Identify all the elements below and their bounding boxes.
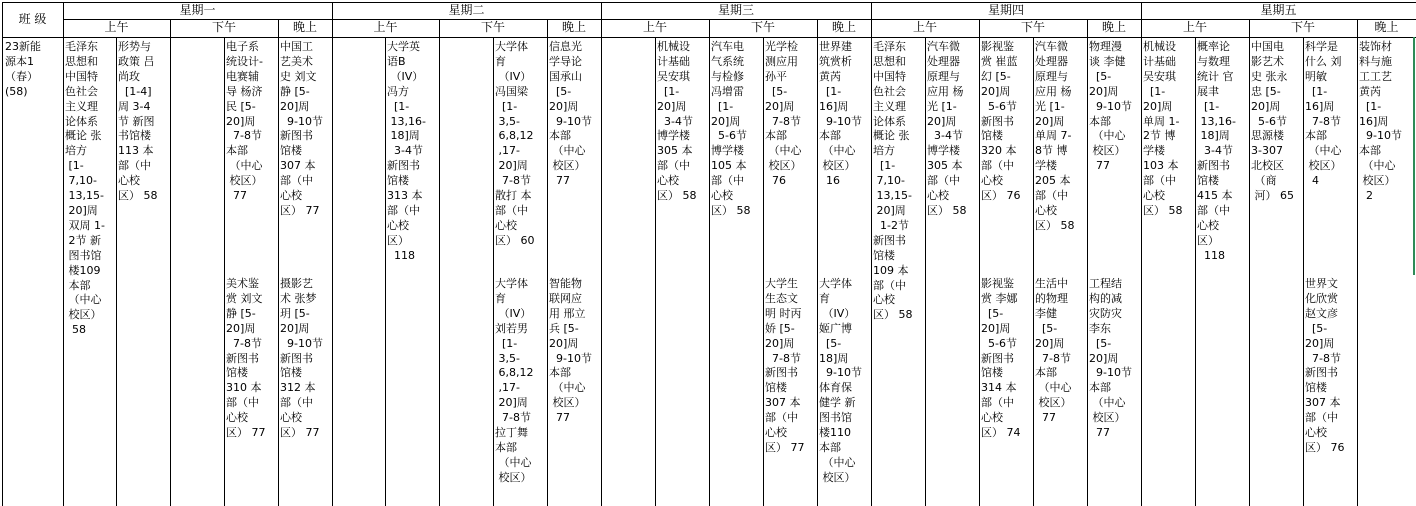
day-header-wed: 星期三 <box>717 3 754 17</box>
grid-line <box>763 37 764 506</box>
course-cell-mon-pm-1a[interactable]: 电子系 统设计- 电赛辅 导 杨济 民 [5- 20]周 7-8节 本部 （中心 校区） 77 <box>226 40 263 203</box>
period-header-fri-eve: 晚上 <box>1374 20 1399 34</box>
course-cell-wed-pm-1[interactable]: 汽车电 气系统 与检修 冯增雷 [1- 20]周 5-6节 博学楼 105 本 部（中 心校 区） 58 <box>711 40 751 217</box>
course-cell-fri-am-2[interactable]: 概率论 与数理 统计 官 展聿 [1- 13,16- 18]周 3-4节 新图书 馆楼 415 本 部（中 心校 区） 118 <box>1197 40 1236 262</box>
course-cell-thu-pm-2b[interactable]: 生活中 的物理 李健 [5- 20]周 7-8节 本部 （中心 校区） 77 <box>1035 277 1072 425</box>
grid-line <box>1087 19 1088 506</box>
period-header-fri-pm: 下午 <box>1290 20 1315 34</box>
course-cell-thu-pm-2a[interactable]: 汽车微 处理器 原理与 应用 杨 光 [1- 20]周 单周 7- 8节 博 学楼 205 本 部（中 心校 区） 58 <box>1035 40 1075 232</box>
period-header-mon-pm: 下午 <box>211 20 236 34</box>
day-header-tue: 星期二 <box>448 3 485 17</box>
course-cell-tue-pm-2a[interactable]: 大学体 育 （IV） 冯国梁 [1- 3,5- 6,8,12 ,17- 20]周 7-8节 散打 本 部（中 心校 区） 60 <box>495 40 535 247</box>
grid-line <box>2 2 3 506</box>
course-cell-fri-pm-2a[interactable]: 科学是 什么 刘 明敏 [1- 16]周 7-8节 本部 （中心 校区） 4 <box>1305 40 1342 188</box>
grid-line <box>709 19 710 506</box>
period-header-thu-eve: 晚上 <box>1101 20 1126 34</box>
course-cell-tue-eve-1b[interactable]: 智能物 联网应 用 邢立 兵 [5- 20]周 9-10节 本部 （中心 校区） 77 <box>549 277 592 425</box>
course-cell-thu-eve-1a[interactable]: 物理漫 谈 李健 [5- 20]周 9-10节 本部 （中心 校区） 77 <box>1089 40 1132 173</box>
period-header-fri-am: 上午 <box>1182 20 1207 34</box>
grid-line <box>224 37 225 506</box>
course-cell-tue-eve-1a[interactable]: 信息光 学导论 国承山 [5- 20]周 9-10节 本部 （中心 校区） 77 <box>549 40 592 188</box>
period-header-wed-pm: 下午 <box>750 20 775 34</box>
course-cell-tue-am-2[interactable]: 大学英 语B （IV） 冯方 [1- 13,16- 18]周 3-4节 新图书 馆楼 313 本 部（中 心校 区） 118 <box>387 40 426 262</box>
period-header-mon-eve: 晚上 <box>292 20 317 34</box>
course-cell-mon-eve-1a[interactable]: 中国工 艺美术 史 刘文 静 [5- 20]周 9-10节 新图书 馆楼 307 本 部（中 心校 区） 77 <box>280 40 323 217</box>
class-name-cell: 23新能 源本1 （春） (58) <box>5 40 41 98</box>
grid-line <box>817 19 818 506</box>
grid-line <box>547 19 548 506</box>
period-header-thu-pm: 下午 <box>1020 20 1045 34</box>
grid-line <box>979 19 980 506</box>
grid-line <box>278 19 279 506</box>
course-cell-wed-eve-1b[interactable]: 大学体 育 （IV） 姬广博 [5- 18]周 9-10节 体育保 健学 新 图书馆 楼110 本部 （中心 校区） <box>819 277 862 484</box>
grid-line <box>63 2 64 506</box>
course-cell-wed-am-2[interactable]: 机械设 计基础 吴安琪 [1- 20]周 3-4节 博学楼 305 本 部（中 心校 区） 58 <box>657 40 697 203</box>
period-header-wed-am: 上午 <box>642 20 667 34</box>
day-header-mon: 星期一 <box>179 3 216 17</box>
day-header-thu: 星期四 <box>987 3 1024 17</box>
grid-line <box>601 2 602 506</box>
selection-edge <box>1413 37 1415 275</box>
corner-label: 班 级 <box>18 12 47 26</box>
course-cell-mon-am-1[interactable]: 毛泽东 思想和 中国特 色社会 主义理 论体系 概论 张 培方 [1- 7,10- 13,15- 20]周 双周 1- 2节 新 图书馆 楼109 本部 （中心 校区） 58 <box>65 40 105 337</box>
course-cell-thu-pm-1a[interactable]: 影视鉴 赏 崔蓝 幻 [5- 20]周 5-6节 新图书 馆楼 320 本 部（中 心校 区） 76 <box>981 40 1021 203</box>
grid-line <box>1141 2 1142 506</box>
course-cell-thu-am-2[interactable]: 汽车微 处理器 原理与 应用 杨 光 [1- 20]周 3-4节 博学楼 305 本 部（中 心校 区） 58 <box>927 40 967 217</box>
course-cell-tue-pm-2b[interactable]: 大学体 育 （IV） 刘若男 [1- 3,5- 6,8,12 ,17- 20]周 7-8节 拉丁舞 本部 （中心 校区） <box>495 277 534 484</box>
course-cell-thu-am-1[interactable]: 毛泽东 思想和 中国特 色社会 主义理 论体系 概论 张 培方 [1- 7,10- 13,15- 20]周 1-2节 新图书 馆楼 109 本 部（中 心校 区） 58 <box>873 40 913 322</box>
grid-line <box>1303 37 1304 506</box>
period-header-mon-am: 上午 <box>104 20 129 34</box>
course-cell-mon-pm-1b[interactable]: 美术鉴 赏 刘文 静 [5- 20]周 7-8节 新图书 馆楼 310 本 部（中 心校 区） 77 <box>226 277 266 440</box>
course-cell-wed-pm-2a[interactable]: 光学检 测应用 孙平 [5- 20]周 7-8节 本部 （中心 校区） 76 <box>765 40 802 188</box>
course-cell-fri-am-1[interactable]: 机械设 计基础 吴安琪 [1- 20]周 单周 1- 2节 博 学楼 103 本 部（中 心校 区） 58 <box>1143 40 1183 217</box>
period-header-tue-eve: 晚上 <box>561 20 586 34</box>
grid-line <box>439 19 440 506</box>
grid-line <box>1195 37 1196 506</box>
course-cell-fri-eve-1a[interactable]: 装饰材 料与施 工工艺 黄芮 [1- 16]周 9-10节 本部 （中心 校区） 2 <box>1359 40 1402 203</box>
course-cell-thu-pm-1b[interactable]: 影视鉴 赏 李娜 [5- 20]周 5-6节 新图书 馆楼 314 本 部（中 心校 区） 74 <box>981 277 1021 440</box>
period-header-tue-am: 上午 <box>373 20 398 34</box>
period-header-thu-am: 上午 <box>912 20 937 34</box>
course-cell-fri-pm-2b[interactable]: 世界文 化欣赏 赵文彦 [5- 20]周 7-8节 新图书 馆楼 307 本 部（中 心校 区） 76 <box>1305 277 1345 454</box>
course-cell-mon-am-2[interactable]: 形势与 政策 吕 尚玫 [1-4] 周 3-4 节 新图 书馆楼 113 本 部（中 心校 区） 58 <box>118 40 158 203</box>
grid-line <box>332 2 333 506</box>
period-header-tue-pm: 下午 <box>480 20 505 34</box>
course-cell-wed-pm-2b[interactable]: 大学生 生态文 明 时丙 娇 [5- 20]周 7-8节 新图书 馆楼 307 本 部（中 心校 区） 77 <box>765 277 805 454</box>
grid-line <box>116 37 117 506</box>
grid-line <box>1033 37 1034 506</box>
course-cell-wed-eve-1a[interactable]: 世界建 筑赏析 黄芮 [1- 16]周 9-10节 本部 （中心 校区） 16 <box>819 40 862 188</box>
grid-line <box>871 2 872 506</box>
day-header-fri: 星期五 <box>1260 3 1297 17</box>
grid-line <box>1357 19 1358 506</box>
course-cell-fri-pm-1[interactable]: 中国电 影艺术 史 张永 忠 [5- 20]周 5-6节 思源楼 3-307 北校区 （商 河） 65 <box>1251 40 1294 203</box>
course-cell-mon-eve-1b[interactable]: 摄影艺 术 张梦 玥 [5- 20]周 9-10节 新图书 馆楼 312 本 部（中 心校 区） 77 <box>280 277 323 440</box>
grid-line <box>170 19 171 506</box>
grid-line <box>1249 19 1250 506</box>
course-cell-thu-eve-1b[interactable]: 工程结 构的减 灾防灾 李东 [5- 20]周 9-10节 本部 （中心 校区） 77 <box>1089 277 1132 440</box>
grid-line <box>385 37 386 506</box>
period-header-wed-eve: 晚上 <box>831 20 856 34</box>
grid-line <box>493 37 494 506</box>
grid-line <box>655 37 656 506</box>
grid-line <box>925 37 926 506</box>
